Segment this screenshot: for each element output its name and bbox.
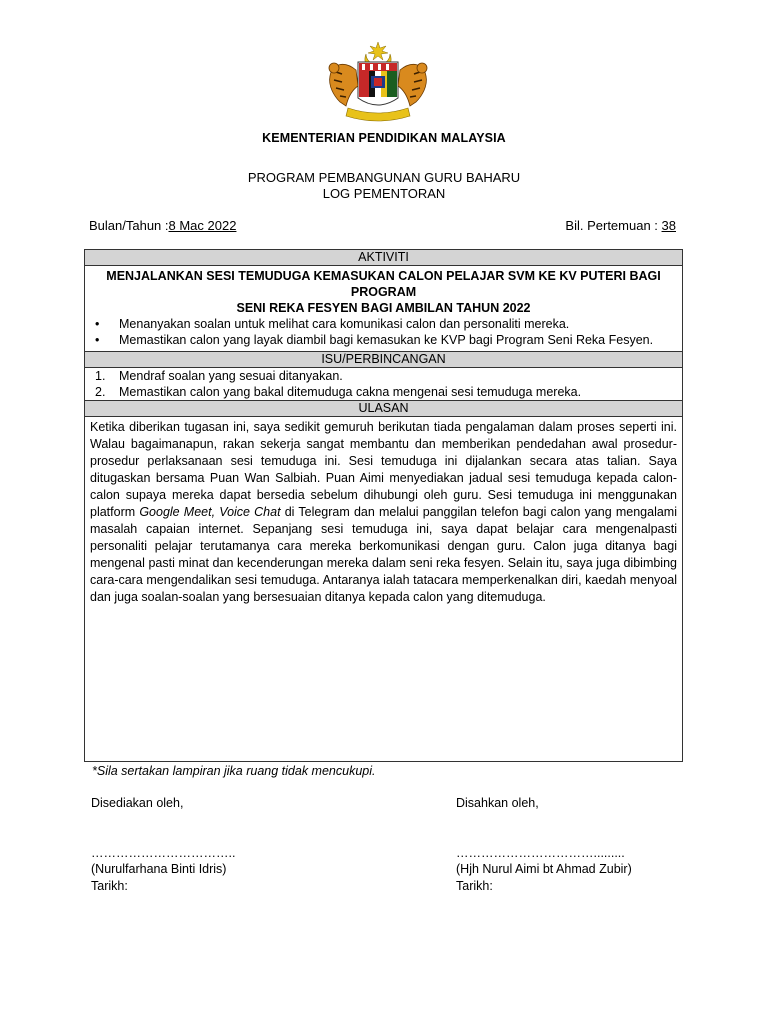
ulasan-heading: ULASAN	[85, 401, 682, 417]
meeting-label: Bil. Pertemuan :	[565, 218, 662, 233]
meeting-number-field	[565, 218, 676, 233]
list-item	[95, 384, 676, 400]
log-title: LOG PEMENTORAN	[322, 186, 446, 201]
list-item: • Menanyakan soalan untuk melihat cara komunikasi calon dan personaliti mereka.	[119, 316, 676, 332]
prepared-by-label: Disediakan oleh,	[91, 796, 184, 810]
aktiviti-section	[84, 249, 683, 353]
program-title: PROGRAM PEMBANGUNAN GURU BAHARU	[247, 170, 521, 185]
date-label: Bulan/Tahun :	[89, 218, 169, 233]
aktiviti-bullet-list	[85, 316, 682, 348]
ulasan-section	[84, 400, 683, 762]
list-number: 1.	[95, 369, 106, 383]
date-field	[89, 218, 236, 233]
ulasan-platforms: Google Meet, Voice Chat	[139, 505, 281, 519]
list-item	[95, 368, 676, 384]
aktiviti-title-line2: SENI REKA FESYEN BAGI AMBILAN TAHUN 2022	[236, 301, 531, 315]
aktiviti-title-line1: MENJALANKAN SESI TEMUDUGA KEMASUKAN CALON PELAJAR SVM KE KV PUTERI BAGI PROGRAM	[106, 269, 661, 299]
ulasan-text-part1: Ketika diberikan tugasan ini, saya sedikit gemuruh berikutan tiada pengalaman dalam proses seperti ini. Walau bagaimanapun, rakan sekerja sangat membantu dan memberikan pendedahan awal prosedur-prosedur perlaksanaan sesi temuduga ini. Sesi temuduga ini dijalankan secara atas talian. Saya ditugaskan bersama Puan Wan Salbiah. Puan Aimi menyediakan jadual sesi temuduga kepada calon-calon supaya mereka dapat bersedia sebelum dihubungi oleh guru. Sesi temuduga ini menggunakan platform	[90, 420, 677, 519]
ministry-name: KEMENTERIAN PENDIDIKAN MALAYSIA	[262, 131, 506, 145]
prepared-by-signature-line: ……………………………..	[91, 846, 236, 860]
aktiviti-title	[85, 266, 682, 316]
ulasan-text-part2: di Telegram dan melalui panggilan telefon bagi calon yang mengalami masalah capaian internet. Sepanjang sesi temuduga ini, saya dapat belajar cara mengenalpasti personaliti pelajar terutamanya cara mereka berkomunikasi dengan guru. Calon juga ditanya bagi mengenal pasti minat dan kecenderungan mereka dalam seni reka fesyen. Selain itu, saya juga dibimbing cara-cara mengendalikan sesi temuduga. Antaranya ialah tatacara memperkenalkan diri, kaedah menyoal dan juga soalan-soalan yang bersesuaian ditanya kepada calon yang ditemuduga.	[90, 505, 677, 604]
approved-by-signature-line: …………………………….........	[456, 846, 625, 860]
prepared-by-name: (Nurulfarhana Binti Idris)	[91, 862, 227, 876]
coat-of-arms-logo	[318, 40, 438, 122]
isu-section	[84, 351, 683, 401]
ulasan-text	[85, 417, 682, 606]
approved-by-label: Disahkan oleh,	[456, 796, 539, 810]
isu-heading: ISU/PERBINCANGAN	[85, 352, 682, 368]
list-text: Memastikan calon yang bakal ditemuduga cakna mengenai sesi temuduga mereka.	[119, 385, 582, 399]
attachment-note: *Sila sertakan lampiran jika ruang tidak mencukupi.	[92, 764, 376, 778]
list-number: 2.	[95, 385, 106, 399]
approved-by-name: (Hjh Nurul Aimi bt Ahmad Zubir)	[456, 862, 632, 876]
aktiviti-heading: AKTIVITI	[85, 250, 682, 266]
list-text: Mendraf soalan yang sesuai ditanyakan.	[119, 369, 343, 383]
list-item: • Memastikan calon yang layak diambil bagi kemasukan ke KVP bagi Program Seni Reka Fesyen.	[119, 332, 676, 348]
date-value: 8 Mac 2022	[168, 218, 237, 233]
isu-list	[85, 368, 682, 400]
approved-by-date-label: Tarikh:	[456, 879, 493, 893]
prepared-by-date-label: Tarikh:	[91, 879, 128, 893]
meeting-value: 38	[661, 218, 676, 233]
